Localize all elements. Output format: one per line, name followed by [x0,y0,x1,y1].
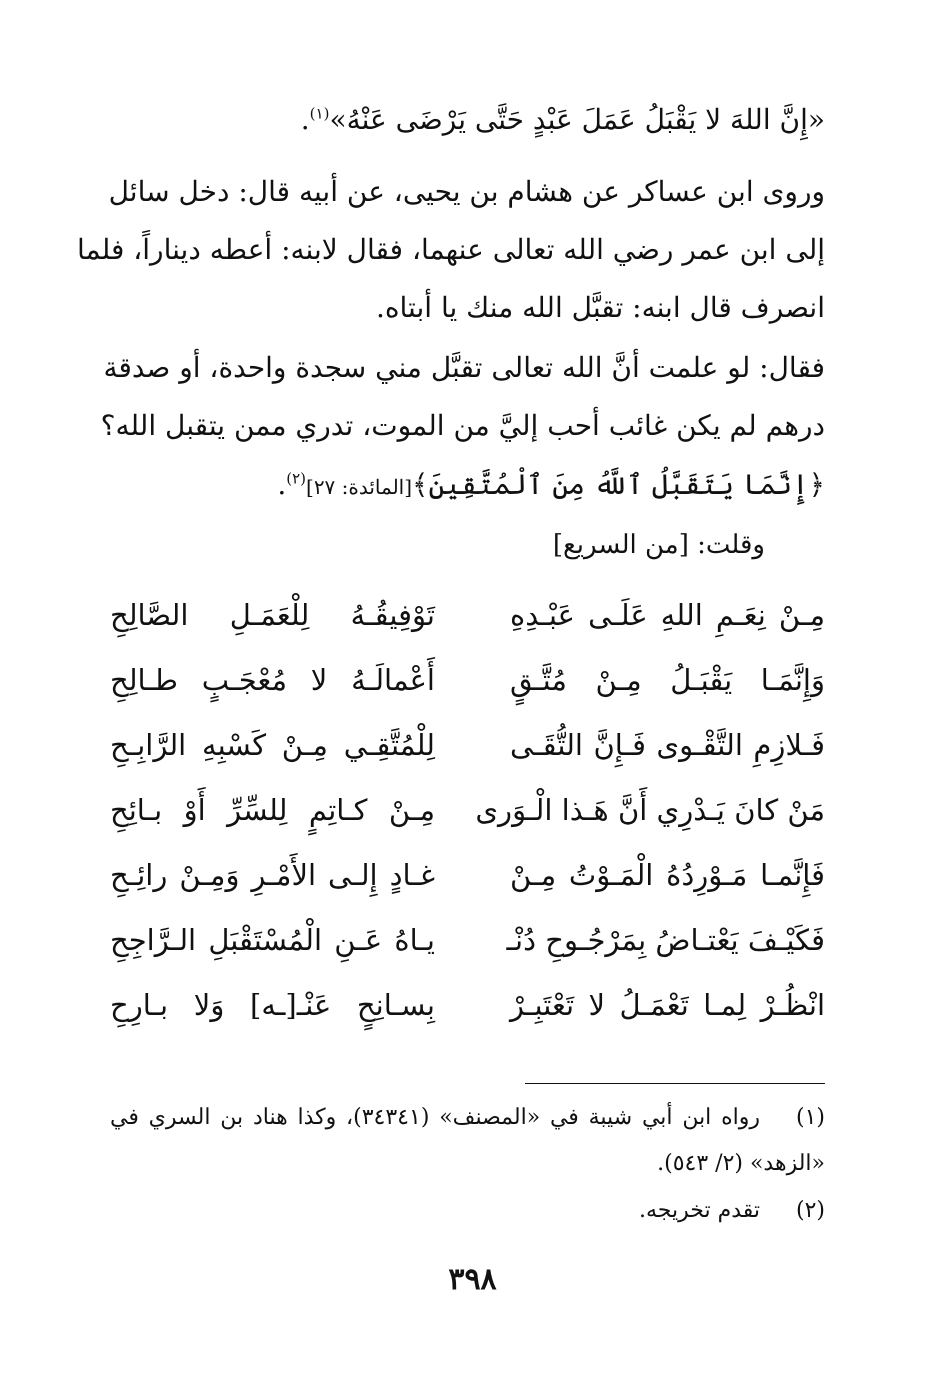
verse-2-left: أَعْمالَـهُ لا مُعْجَـبٍ طـالِحِ [110,663,435,697]
quran-citation: [المائدة: ٢٧] [306,475,413,499]
verse-4-right: مَنْ كانَ يَـدْرِي أَنَّ هَـذا الْـوَرى [475,793,825,827]
hadith-line [301,103,825,137]
para2-line-1: وروى ابن عساكر عن هشام بن يحيى، عن أبيه قال: دخل سائل [108,175,825,208]
period: . [277,468,287,501]
footnote-ref-2: (٢) [286,469,306,488]
page-number: ٣٩٨ [448,1262,497,1297]
verse-5-left: غـادٍ إِلـى الأَمْـرِ وَمِـنْ رائِـحِ [110,858,435,892]
para2-line-2: إلى ابن عمر رضي الله تعالى عنهما، فقال لابنه: أعطه ديناراً، فلما [76,233,825,266]
verse-4-left: مِـنْ كـاتِمٍ لِلسِّرِّ أَوْ بـائِحِ [110,793,435,827]
verse-7-left: بِسـانِحٍ عَنْـ[ـه] وَلا بـارِحِ [110,988,435,1022]
verse-5-right: فَإِنَّمـا مَـوْرِدُهُ الْمَـوْتُ مِـنْ [510,858,825,892]
verse-1-right: مِـنْ نِعَـمِ اللهِ عَلَـى عَبْـدِهِ [510,598,825,632]
footnote-ref-1: (١) [309,104,330,123]
verse-6-right: فَكَيْـفَ يَعْتـاضُ بِمَرْجُـوحِ دُنْـ [506,923,825,957]
footnote-divider [525,1083,825,1084]
footnote-1-number: (١) [795,1105,825,1130]
para3-line-1: فقال: لو علمت أنَّ الله تعالى تقبَّل مني سجدة واحدة، أو صدقة [103,351,825,384]
verse-3-right: فَـلازِمِ التَّقْـوى فَـإِنَّ التُّقَـى [510,728,825,762]
footnote-1-line-1: رواه ابن أبي شيبة في «المصنف» (٣٤٣٤١)، وكذا هناد بن السري في [110,1105,760,1130]
footnote-2-line-1: تقدم تخريجه. [639,1198,760,1223]
verse-3-left: لِلْمُتَّقِـي مِـنْ كَسْبِهِ الرَّابِـحِ [110,728,435,762]
para2-line-3: انصرف قال ابنه: تقبَّل الله منك يا أبتاه. [375,291,825,324]
verse-7-right: انْظُـرْ لِمـا تَعْمَـلُ لا تَعْتَبِـرْ [510,988,825,1022]
period: . [300,103,310,136]
hadith-text: «إِنَّ اللهَ لا يَقْبَلُ عَمَلَ عَبْدٍ حَتَّى يَرْضَى عَنْهُ» [329,103,825,136]
para3-line-2: درهم لم يكن غائب أحب إليَّ من الموت، تدري ممن يتقبل الله؟ [100,409,825,442]
quran-verse: ﴿إِنَّمَا يَتَقَبَّلُ ٱللَّهُ مِنَ ٱلْمُتَّقِينَ﴾ [412,468,825,501]
verse-6-left: يـاهُ عَـنِ الْمُسْتَقْبَلِ الـرَّاجِحِ [110,923,435,957]
poem-intro: وقلت: [من السريع] [552,530,765,560]
quran-line [277,468,825,502]
footnote-1-line-2: «الزهد» (٢/ ٥٤٣). [657,1151,825,1176]
verse-2-right: وَإِنَّمَـا يَقْبَـلُ مِـنْ مُتَّـقٍ [510,663,825,697]
footnote-2-number: (٢) [795,1198,825,1223]
verse-1-left: تَوْفِيقُـهُ لِلْعَمَـلِ الصَّالِحِ [110,598,435,632]
